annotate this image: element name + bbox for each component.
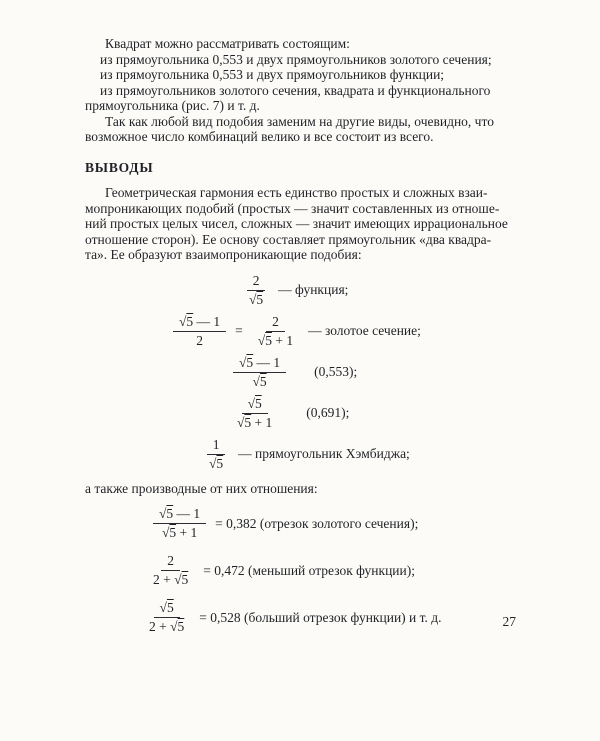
formula-label: (0,691); <box>306 405 350 421</box>
text-line: та». Ее образуют взаимопроникающие подобия: <box>85 247 362 262</box>
fraction-numerator: √5 — 1 <box>153 506 206 524</box>
formula-label: = 0,472 (меньший отрезок функции); <box>203 562 415 578</box>
fraction-numerator: √5 <box>242 396 268 414</box>
text-line: прямоугольника (рис. 7) и т. д. <box>85 98 260 113</box>
formula-label: — прямоугольник Хэмбиджа; <box>238 446 410 462</box>
text-line: Квадрат можно рассматривать состоящим: <box>105 36 350 51</box>
fraction-numerator: 2 <box>247 273 266 291</box>
fraction-numerator: √5 — 1 <box>233 355 286 373</box>
text-line: возможное число комбинаций велико и все состоит из всего. <box>85 129 434 144</box>
formula-label: — золотое сечение; <box>308 323 421 339</box>
fraction-denominator: √5 + 1 <box>237 414 273 430</box>
formula-label: = 0,528 (больший отрезок функции) и т. д. <box>199 609 442 625</box>
text-line: ний простых целых чисел, сложных — значит имеющих иррациональное <box>85 216 508 231</box>
fraction <box>203 437 229 472</box>
paragraph-geometric-harmony <box>85 185 523 263</box>
fraction <box>233 355 286 390</box>
text-line: из прямоугольника 0,553 и двух прямоугольников золотого сечения; <box>100 51 492 67</box>
text-line: мопроникающих подобий (простых — значит составленных из отноше- <box>85 200 500 216</box>
fraction-denominator: 2 + √5 <box>153 572 189 587</box>
fraction-denominator: 2 + √5 <box>149 619 185 634</box>
fraction-numerator: √5 <box>154 600 180 618</box>
text-line: Так как любой вид подобия заменим на другие виды, очевидно, что <box>105 113 494 129</box>
fraction <box>147 553 194 588</box>
fraction-numerator: 1 <box>207 437 226 455</box>
formula-ratio-0691 <box>231 396 523 431</box>
fraction <box>252 314 299 349</box>
fraction <box>143 600 190 635</box>
fraction-denominator: √5 <box>249 291 264 307</box>
fraction-denominator: 2 <box>196 332 203 348</box>
fraction-numerator: √5 — 1 <box>173 314 226 332</box>
fraction-numerator: 2 <box>266 314 285 332</box>
formula-ratio-0553 <box>233 355 523 390</box>
formula-ratio-0528 <box>143 600 523 635</box>
fraction <box>243 273 269 308</box>
formula-function <box>243 273 523 308</box>
section-heading: ВЫВОДЫ <box>85 159 154 175</box>
text-line: из прямоугольников золотого сечения, квадрата и функционального <box>100 82 491 98</box>
derived-ratios-intro: а также производные от них отношения: <box>85 480 318 496</box>
formula-label: = 0,382 (отрезок золотого сечения); <box>215 515 419 531</box>
fraction-denominator: √5 + 1 <box>257 332 294 348</box>
formula-ratio-0472 <box>147 553 523 588</box>
text-line: Геометрическая гармония есть единство простых и сложных взаи- <box>105 185 488 200</box>
page-content <box>85 36 523 641</box>
formula-golden-section <box>173 314 523 349</box>
fraction <box>173 314 226 349</box>
formula-hambidge <box>203 437 523 472</box>
fraction-denominator: √5 <box>252 373 267 389</box>
fraction <box>153 506 206 541</box>
text-line: из прямоугольника 0,553 и двух прямоугольников функции; <box>100 67 445 82</box>
text-line: отношение сторон). Ее основу составляет прямоугольник «два квадра- <box>85 231 492 247</box>
fraction-numerator: 2 <box>161 553 180 571</box>
formula-label: (0,553); <box>314 364 358 380</box>
formula-label: — функция; <box>278 282 349 298</box>
fraction-denominator: √5 <box>209 455 224 471</box>
page-number: 27 <box>502 614 516 629</box>
formula-ratio-0382 <box>153 506 523 541</box>
fraction-denominator: √5 + 1 <box>161 525 198 540</box>
fraction <box>231 396 278 431</box>
paragraph-square-composition <box>85 36 523 145</box>
equals-sign: = <box>235 323 243 339</box>
